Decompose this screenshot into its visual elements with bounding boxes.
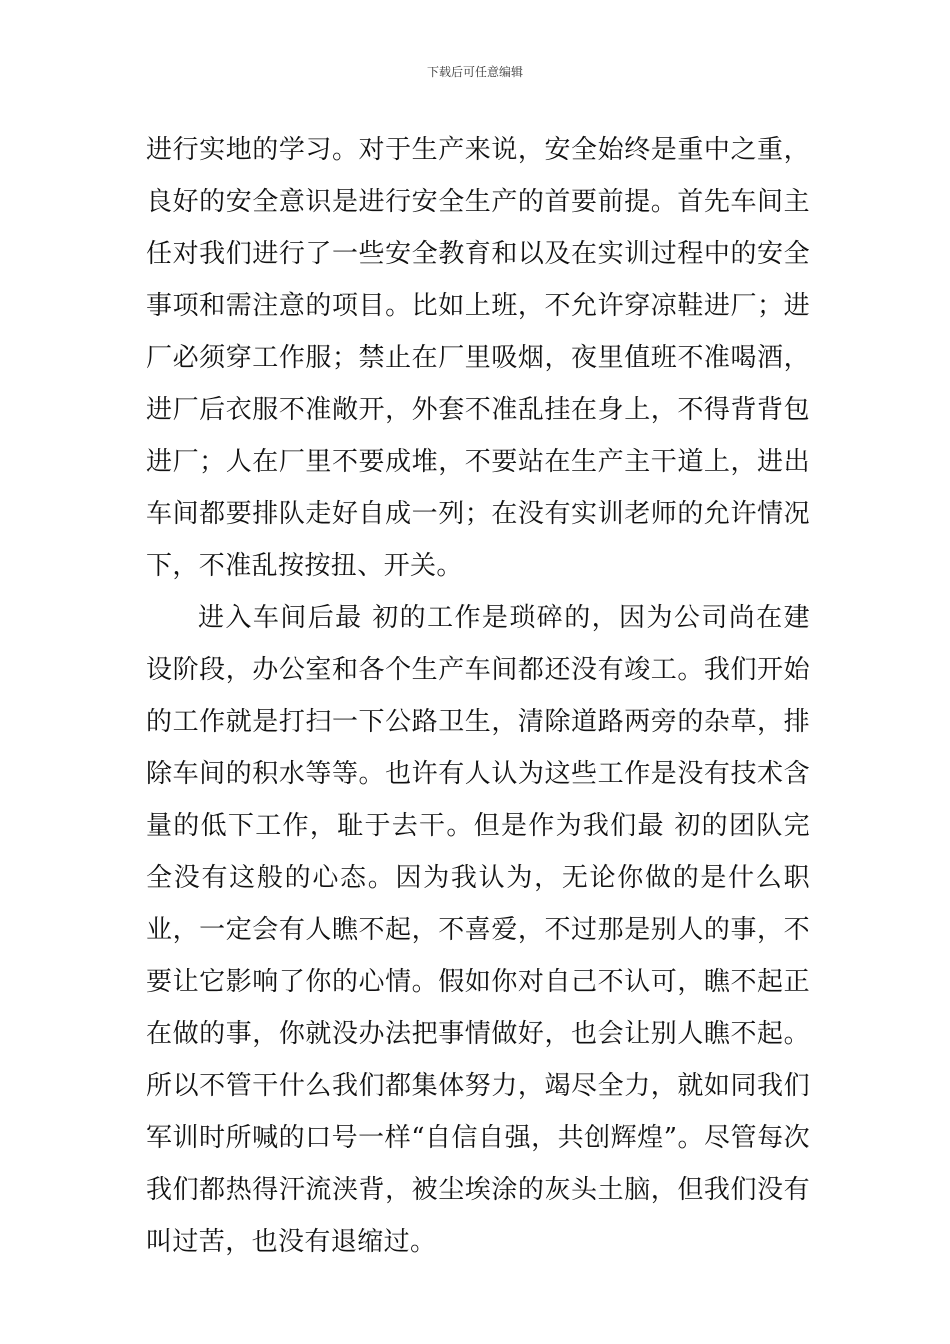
paragraph-initial-work: 进入车间后最 初的工作是琐碎的，因为公司尚在建设阶段，办公室和各个生产车间都还没有竣工。我们开始的工作就是打扫一下公路卫生，清除道路两旁的杂草，排除车间的积水等等。也许有人认为这些工作是没有技术含量的低下工作，耻于去干。但是作为我们最 初的团队完全没有这般的心态。因为我认为，无论你做的是什么职业，一定会有人瞧不起，不喜爱，不过那是别人的事，不要让它影响了你的心情。假如你对自己不认可，瞧不起正在做的事，你就没办法把事情做好，也会让别人瞧不起。所以不管干什么我们都集体努力，竭尽全力，就如同我们军训时所喊的口号一样“自信自强，共创辉煌”。尽管每次我们都热得汗流浃背，被尘埃涂的灰头土脑，但我们没有叫过苦，也没有退缩过。 xyxy=(146,603,810,1257)
document-body xyxy=(146,124,810,1268)
paragraph-safety-rules: 进行实地的学习。对于生产来说，安全始终是重中之重，良好的安全意识是进行安全生产的首要前提。首先车间主任对我们进行了一些安全教育和以及在实训过程中的安全事项和需注意的项目。比如上班，不允许穿凉鞋进厂；进厂必须穿工作服；禁止在厂里吸烟，夜里值班不准喝酒，进厂后衣服不准敞开，外套不准乱挂在身上，不得背背包进厂；人在厂里不要成堆，不要站在生产主干道上，进出车间都要排队走好自成一列；在没有实训老师的允许情况下，不准乱按按扭、开关。 xyxy=(146,135,810,581)
page-header: 下载后可任意编辑 xyxy=(426,65,523,79)
